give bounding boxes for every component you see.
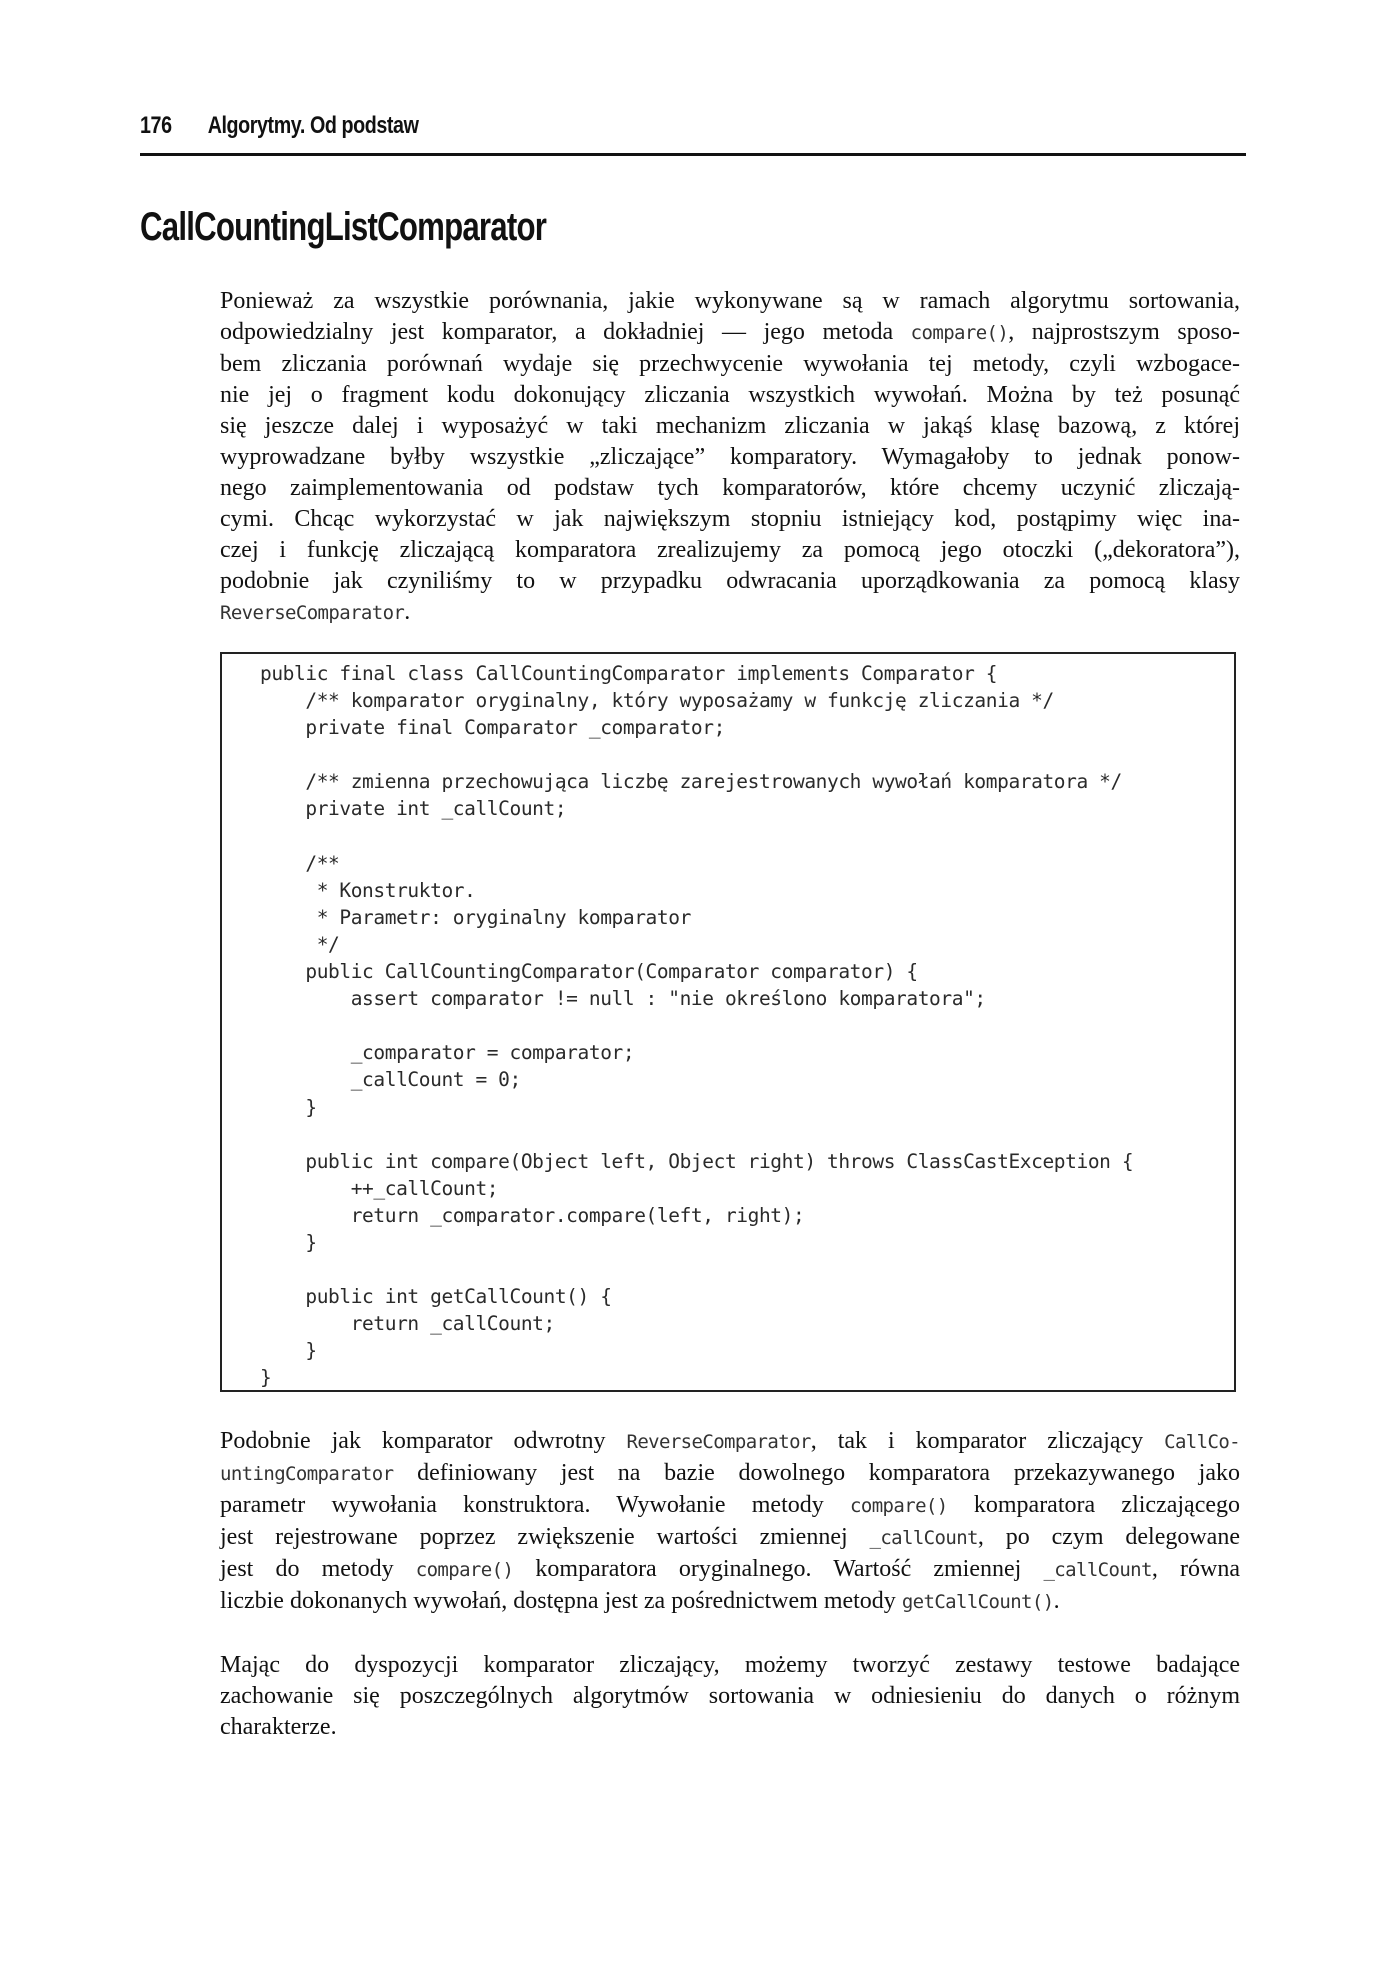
text-line <box>220 566 1240 597</box>
text-run: Ponieważ za wszystkie porównania, jakie wykonywane są w ramach algorytmu sortowania, <box>220 288 1240 314</box>
text-line <box>220 535 1240 566</box>
text-run: zachowanie się poszczególnych algorytmów sortowania w odniesieniu do danych o różnym <box>220 1683 1240 1709</box>
text-run: jest rejestrowane poprzez zwiększenie wartości zmiennej <box>220 1524 870 1550</box>
code-line: /** komparator oryginalny, który wyposażamy w funkcję zliczania */ <box>260 689 1054 713</box>
text-run: odpowiedzialny jest komparator, a dokładniej — jego metoda <box>220 319 911 345</box>
text-run: czej i funkcję zliczającą komparatora zrealizujemy za pomocą jego otoczki („dekoratora”), <box>220 537 1240 563</box>
code-line: } <box>260 1095 317 1119</box>
code-line <box>260 823 1234 850</box>
inline-code: compare() <box>910 322 1009 344</box>
text-run: nie jej o fragment kodu dokonujący zliczania wszystkich wywołań. Można by też posunąć <box>220 382 1240 408</box>
text-line <box>220 286 1240 317</box>
inline-code: compare() <box>415 1559 514 1581</box>
text-line <box>220 349 1240 380</box>
code-line: */ <box>260 932 340 956</box>
code-line: } <box>260 1230 317 1254</box>
code-line: private int _callCount; <box>260 797 567 821</box>
code-listing-box <box>220 652 1236 1392</box>
inline-code: ReverseComparator <box>626 1431 811 1453</box>
text-run: nego zaimplementowania od podstaw tych komparatorów, które chcemy uczynić zliczają- <box>220 475 1240 501</box>
text-line <box>220 411 1240 442</box>
text-run: liczbie dokonanych wywołań, dostępna jest za pośrednictwem metody <box>220 1588 902 1614</box>
code-line: assert comparator != null : "nie określono komparatora"; <box>260 987 986 1011</box>
code-line: return _comparator.compare(left, right); <box>260 1203 805 1227</box>
text-run: . <box>404 599 411 625</box>
inline-code: ReverseComparator <box>220 602 405 624</box>
inline-code: CallCo- <box>1164 1431 1240 1453</box>
text-run: , równa <box>1151 1556 1240 1582</box>
code-line: * Konstruktor. <box>260 878 476 902</box>
text-run: . <box>1053 1588 1060 1614</box>
text-line <box>220 442 1240 473</box>
text-run: definiowany jest na bazie dowolnego komparatora przekazywanego jako <box>393 1460 1240 1486</box>
text-line <box>220 1712 1240 1743</box>
code-line: public int getCallCount() { <box>260 1285 612 1309</box>
code-line: public final class CallCountingComparator implements Comparator { <box>260 662 998 685</box>
code-listing <box>222 654 1234 1392</box>
text-run: się jeszcze dalej i wyposażyć w taki mechanizm zliczania w jakąś klasę bazową, z której <box>220 413 1240 439</box>
section-title: CallCountingListComparator <box>140 205 547 249</box>
code-line <box>260 1121 1234 1148</box>
text-run: bem zliczania porównań wydaje się przechwycenie wywołania tej metody, czyli wzbogace- <box>220 351 1240 377</box>
text-run: parametr wywołania konstruktora. Wywołanie metody <box>220 1492 851 1518</box>
inline-code: _callCount <box>1043 1559 1152 1581</box>
paragraph-explanation <box>220 1426 1240 1618</box>
code-line: ++_callCount; <box>260 1176 499 1200</box>
text-line <box>220 1681 1240 1712</box>
text-run: , najprostszym sposo- <box>1008 319 1240 345</box>
text-line <box>220 473 1240 504</box>
inline-code: getCallCount() <box>901 1591 1054 1613</box>
code-line <box>260 1256 1234 1283</box>
text-run: , po czym delegowane <box>977 1524 1240 1550</box>
code-line: public CallCountingComparator(Comparator comparator) { <box>260 960 918 984</box>
running-head <box>140 112 1047 140</box>
text-line <box>220 1458 1240 1490</box>
text-run: komparatora oryginalnego. Wartość zmiennej <box>513 1556 1044 1582</box>
text-run: komparatora zliczającego <box>947 1492 1240 1518</box>
text-line <box>220 380 1240 411</box>
text-run: Mając do dyspozycji komparator zliczający, możemy tworzyć zestawy testowe badające <box>220 1652 1240 1678</box>
code-line: * Parametr: oryginalny komparator <box>260 905 691 929</box>
paragraph-intro <box>220 286 1240 629</box>
text-line <box>220 317 1240 349</box>
text-line <box>220 1650 1240 1681</box>
code-line: _callCount = 0; <box>260 1068 521 1092</box>
text-line <box>220 597 1240 629</box>
inline-code: _callCount <box>869 1527 978 1549</box>
code-line: /** zmienna przechowująca liczbę zarejestrowanych wywołań komparatora */ <box>260 770 1122 794</box>
text-line <box>220 1554 1240 1586</box>
inline-code: untingComparator <box>220 1463 394 1485</box>
book-title: Algorytmy. Od podstaw <box>207 112 419 139</box>
code-line: return _callCount; <box>260 1312 555 1336</box>
code-line <box>260 1012 1234 1039</box>
text-run: , tak i komparator zliczający <box>810 1428 1165 1454</box>
text-line <box>220 1586 1240 1618</box>
text-line <box>220 504 1240 535</box>
inline-code: compare() <box>850 1495 948 1517</box>
code-line: /** <box>260 851 340 875</box>
code-line: } <box>260 1339 317 1363</box>
code-line: private final Comparator _comparator; <box>260 716 725 740</box>
code-line <box>260 741 1234 768</box>
text-line <box>220 1490 1240 1522</box>
header-rule <box>140 153 1246 156</box>
text-line <box>220 1522 1240 1554</box>
code-line: _comparator = comparator; <box>260 1041 635 1065</box>
text-run: podobnie jak czyniliśmy to w przypadku odwracania uporządkowania za pomocą klasy <box>220 568 1240 594</box>
text-run: Podobnie jak komparator odwrotny <box>220 1428 627 1454</box>
paragraph-summary <box>220 1650 1240 1743</box>
text-line <box>220 1426 1240 1458</box>
text-run: charakterze. <box>220 1714 337 1740</box>
text-run: jest do metody <box>220 1556 416 1582</box>
page-number: 176 <box>140 112 172 139</box>
code-line: public int compare(Object left, Object right) throws ClassCastException { <box>260 1149 1134 1173</box>
text-run: cymi. Chcąc wykorzystać w jak największym stopniu istniejący kod, postąpimy więc ina- <box>220 506 1240 532</box>
text-run: wyprowadzane byłby wszystkie „zliczające” komparatory. Wymagałoby to jednak ponow- <box>220 444 1240 470</box>
code-line: } <box>260 1366 272 1390</box>
